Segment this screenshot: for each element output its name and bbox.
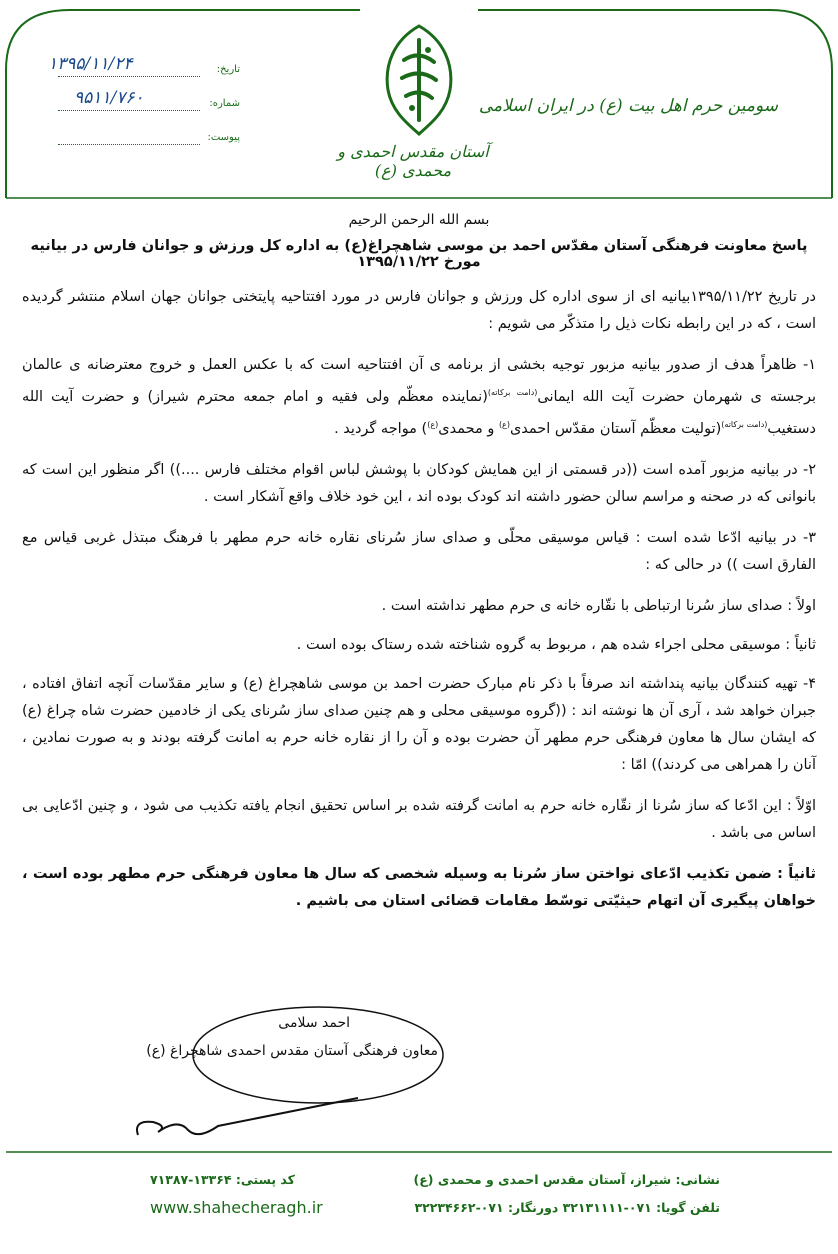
attachment-row — [40, 124, 240, 150]
date-row — [40, 56, 240, 82]
number-value: ۹۵۱۱/۷۶۰ — [74, 88, 144, 108]
p1-sup-1: (دامت برکاته) — [487, 388, 538, 397]
p1-text-d: و محمدی — [438, 420, 499, 437]
footer-address: نشانی: شیراز، آستان مقدس احمدی و محمدی (ع) — [413, 1172, 720, 1187]
intro-paragraph: در تاریخ ۱۳۹۵/۱۱/۲۲بیانیه ای از سوی اداره کل ورزش و جوانان فارس در مورد افتتاحیه پایتختی جوانان جهان اسلام منتشر گردیده است ، که در این رابطه نکات ذیل را متذکّر می شویم : — [22, 289, 816, 332]
attachment-label: پیوست: — [207, 132, 240, 143]
attachment-dots — [58, 144, 200, 145]
p1-text-b: (نماینده معظّم ولی فقیه و امام جمعه محترم شیراز) و حضرت آیت الله دستغیب — [22, 388, 816, 437]
number-row — [40, 90, 240, 116]
signer-title: معاون فرهنگی آستان مقدس احمدی شاهچراغ (ع) — [146, 1043, 438, 1059]
p1-text-e: ) مواجه گردید . — [334, 420, 428, 437]
paragraph-4a: اوّلاً : این ادّعا که ساز سُرنا از نقّاره خانه حرم به امانت گرفته شده بر اساس تحقیق انجام یافته تکذیب می شود ، و چنین ادّعایی بی اساس می باشد . — [22, 797, 816, 841]
footer-postal-code: کد پستی: ۱۳۳۶۴-۷۱۳۸۷ — [150, 1172, 295, 1187]
paragraph-3: ۳- در بیانیه ادّعا شده است : قیاس موسیقی محلّی و صدای ساز سُرنای نقاره خانه حرم مطهر با فرهنگ مبتذل غربی قیاس مع الفارق است )) در حالی که : — [22, 529, 816, 573]
paragraph-3a: اولاً : صدای ساز سُرنا ارتباطی با نقّاره خانه ی حرم مطهر نداشته است . — [381, 597, 816, 614]
paragraph-2: ۲- در بیانیه مزبور آمده است ((در قسمتی از این همایش کودکان با پوشش لباس اقوام مختلف فارس ....)) اگر منظور این است که بانوانی که در صحنه و مراسم سالن حضور داشته اند کودک بوده اند ، این خود خلاف واقع آشکار است . — [22, 461, 816, 505]
number-label: شماره: — [209, 98, 240, 109]
shrine-emblem-icon — [374, 20, 464, 140]
p1-sup-3: (ع) — [498, 419, 510, 429]
letter-meta — [40, 56, 240, 150]
footer-website-link[interactable]: www.shahecheragh.ir — [150, 1198, 323, 1217]
paragraph-4: ۴- تهیه کنندگان بیانیه پنداشته اند صرفاً با ذکر نام مبارک حضرت احمد بن موسی شاهچراغ (ع) و سایر مقدّسات آنچه اتفاق افتاده ، جبران خواهد شد ، آری آن ها نوشته اند : ((گروه موسیقی محلی و هم چنین صدای ساز سُرنای یکی از خادمین حضرت شاه چراغ (ع) که ایشان سال ها معاون فرهنگی حرم مطهر آن حضرت بوده و آن را از نقاره خانه حرم به امانت گرفته بودند و به صورت نمادین ، آنان را همراهی می کردند)) امّا : — [22, 675, 816, 773]
paragraph-4b: ثانیاً : ضمن تکذیب ادّعای نواختن ساز سُرنا به وسیله شخصی که سال ها معاون فرهنگی حرم مطهر بوده است ، خواهان پیگیری آن اتهام حیثیّتی توسّط مقامات قضائی استان می باشیم . — [22, 865, 816, 909]
date-dots — [58, 76, 200, 77]
footer-phone: تلفن گویا: ۰۷۱-۳۲۱۳۱۱۱۱ دورنگار: ۰۷۱-۳۲۲۳۴۶۶۲ — [414, 1200, 720, 1215]
letter-footer — [0, 1160, 838, 1254]
basmala: بسم الله الرحمن الرحیم — [348, 212, 490, 228]
p1-text-a: ۱- ظاهراً هدف از صدور بیانیه مزبور توجیه بخشی از برنامه ی آن افتتاحیه است که با عکس العمل و خروج معترضانه ی عالمان برجسته ی شهرمان حضرت آیت الله ایمانی — [22, 357, 816, 405]
date-label: تاریخ: — [216, 64, 240, 75]
signer-name: احمد سلامی — [278, 1015, 350, 1031]
p1-text-c: (تولیت معظّم آستان مقدّس احمدی — [509, 420, 722, 437]
number-dots — [58, 110, 200, 111]
header-slogan: سومین حرم اهل بیت (ع) در ایران اسلامی — [478, 96, 778, 116]
paragraph-3b: ثانیاً : موسیقی محلی اجراء شده هم ، مربوط به گروه شناخته شده رستاک بوده است . — [296, 636, 816, 653]
paragraph-1 — [22, 352, 816, 443]
date-value: ۱۳۹۵/۱۱/۲۴ — [48, 54, 133, 74]
p1-sup-4: (ع) — [427, 419, 439, 429]
header-organization: آستان مقدس احمدی و محمدی (ع) — [337, 142, 489, 180]
p1-sup-2: (دامت برکاته) — [721, 419, 768, 429]
letter-body — [22, 212, 816, 929]
letter-title: پاسخ معاونت فرهنگی آستان مقدّس احمد بن موسی شاهچراغ(ع) به اداره کل ورزش و جوانان فارس در بیانیه مورخ ۱۳۹۵/۱۱/۲۲ — [30, 238, 808, 270]
